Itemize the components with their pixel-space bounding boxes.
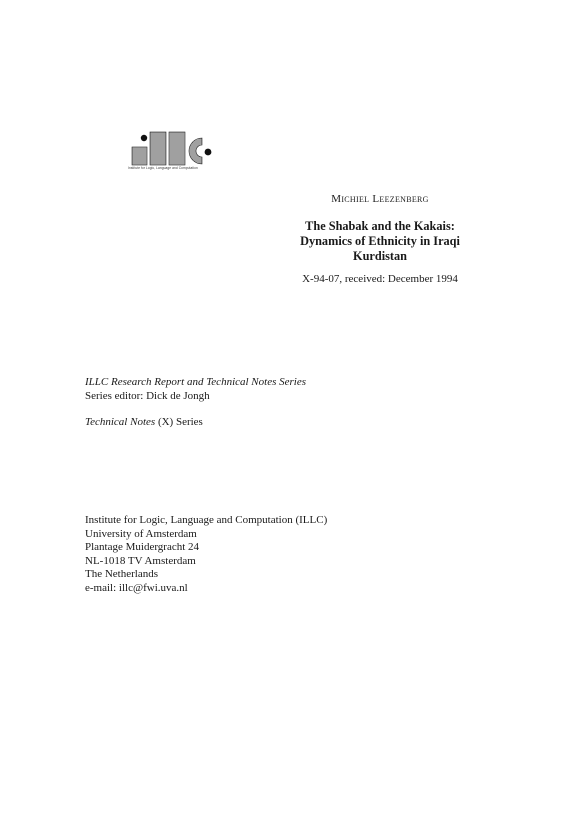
- title-line: Dynamics of Ethnicity in Iraqi: [300, 234, 460, 248]
- address-line: NL-1018 TV Amsterdam: [85, 554, 196, 567]
- institute-address: [85, 514, 327, 595]
- technical-notes-name: Technical Notes: [85, 416, 156, 428]
- technical-notes-series: [85, 416, 203, 430]
- title-line: The Shabak and the Kakais:: [305, 219, 455, 233]
- email-line: e-mail: illc@fwi.uva.nl: [85, 581, 188, 594]
- address-line: University of Amsterdam: [85, 527, 197, 540]
- address-line: Institute for Logic, Language and Computation (ILLC): [85, 514, 328, 526]
- logo-caption: Institute for Logic, Language and Computation: [128, 166, 198, 170]
- series-info: [85, 376, 306, 403]
- series-editor: Series editor: Dick de Jongh: [85, 389, 210, 402]
- title-line: Kurdistan: [353, 249, 407, 263]
- report-number: X-94-07, received: December 1994: [302, 273, 458, 285]
- address-line: Plantage Muidergracht 24: [85, 541, 200, 553]
- series-name: ILLC Research Report and Technical Notes Series: [85, 376, 306, 388]
- address-line: The Netherlands: [85, 568, 158, 580]
- technical-notes-suffix: (X) Series: [155, 416, 203, 428]
- report-title: [280, 219, 480, 264]
- author-name: Michiel Leezenberg: [331, 193, 429, 205]
